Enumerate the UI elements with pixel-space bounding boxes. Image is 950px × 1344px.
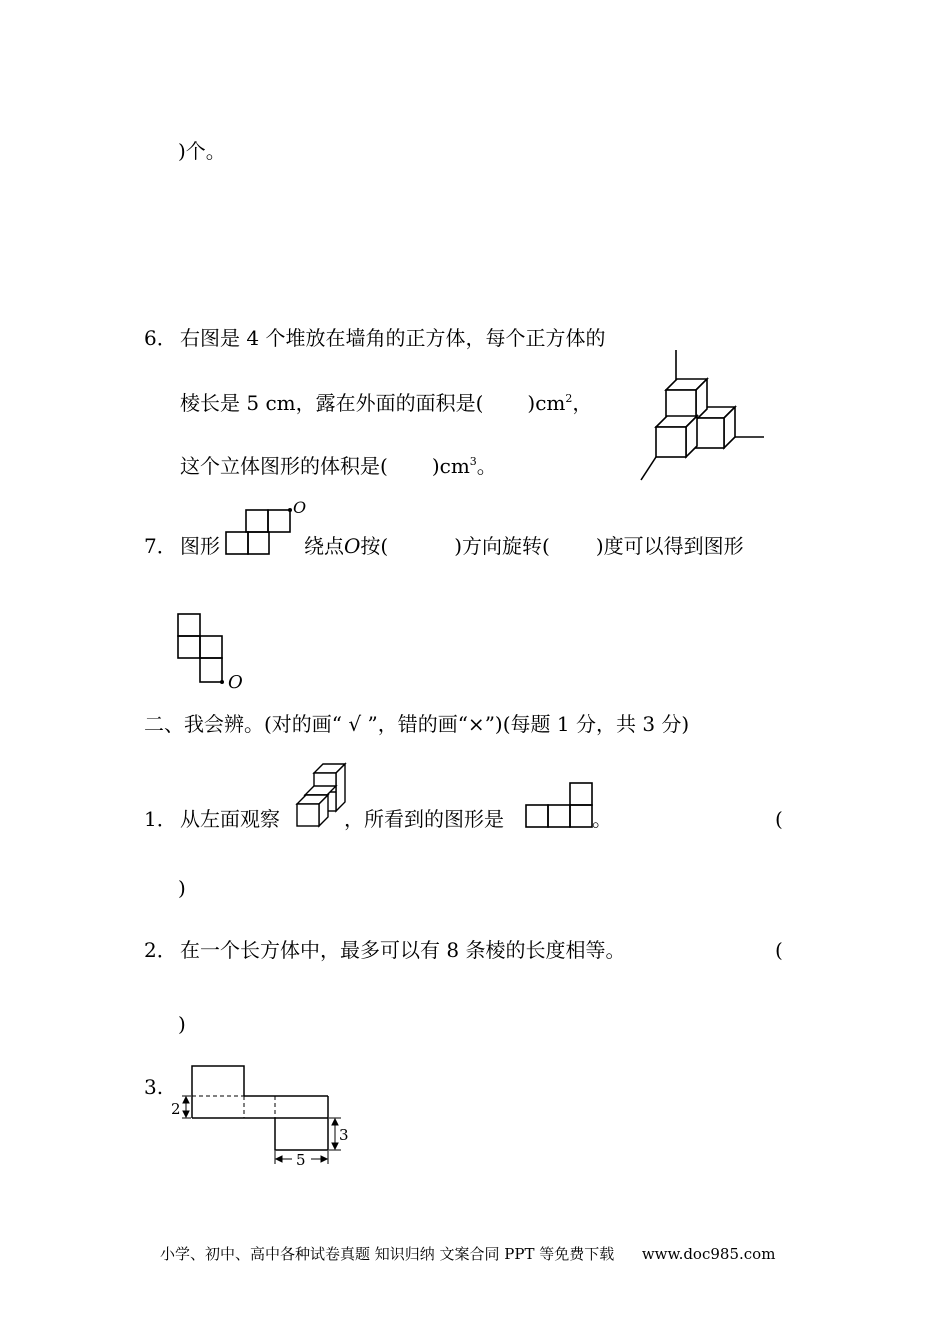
j1-text-a: 从左面观察 <box>180 807 280 831</box>
j2-number: 2． <box>144 938 177 962</box>
q6-line3-b: )cm <box>431 454 470 478</box>
section2-heading: 二、我会辨。(对的画“ √ ”，错的画“×”)(每题 1 分，共 3 分) <box>144 712 690 736</box>
q6-line2-sup: 2 <box>565 392 573 405</box>
q6-line3-a: 这个立体图形的体积是( <box>180 454 388 478</box>
j1-text-c: 。 <box>592 807 612 831</box>
q6-line3 <box>180 453 497 479</box>
q6-line2-a: 棱长是 5 cm，露在外面的面积是( <box>180 391 484 415</box>
j1-number: 1． <box>144 807 177 831</box>
q7-point-label: O <box>344 534 361 558</box>
footer <box>160 1244 775 1264</box>
j3-dim-bottom: 5 <box>296 1151 306 1169</box>
j2-paren-close: ) <box>178 1012 186 1036</box>
j3-dim-left: 2 <box>171 1100 181 1118</box>
j2-paren-open[interactable]: ( <box>775 938 783 962</box>
j3-cuboid-net-figure <box>163 1062 363 1174</box>
q6-line1: 右图是 4 个堆放在墙角的正方体，每个正方体的 <box>180 326 606 350</box>
q7-shape-after-rotation <box>172 608 252 693</box>
q7-figure1-point-label: O <box>293 498 307 517</box>
j1-paren-open[interactable]: ( <box>775 807 783 831</box>
q6-line2-c: ， <box>572 391 593 415</box>
q7-text-b-line <box>304 533 744 559</box>
q7-number: 7． <box>144 534 177 558</box>
j1-text-b: ，所看到的图形是 <box>344 807 504 831</box>
q7-text-a: 图形 <box>180 534 220 558</box>
j1-left-view-figure <box>523 780 598 830</box>
q7-text-e: )度可以得到图形 <box>595 534 744 558</box>
q7-shape-before-rotation <box>224 497 314 559</box>
footer-link[interactable]: www.doc985.com <box>641 1245 776 1263</box>
j1-paren-close: ) <box>178 876 186 900</box>
j2-text: 在一个长方体中，最多可以有 8 条棱的长度相等。 <box>180 938 626 962</box>
q6-line3-c: 。 <box>476 454 497 478</box>
q7-text-d: )方向旋转( <box>454 534 550 558</box>
q7-text-b: 绕点 <box>304 534 344 558</box>
q6-line3-sup: 3 <box>469 455 477 468</box>
footer-left: 小学、初中、高中各种试卷真题 知识归纳 文案合同 PPT 等免费下载 <box>160 1245 615 1263</box>
q6-number: 6． <box>144 326 177 350</box>
q7-text-c: 按( <box>360 534 389 558</box>
j3-dim-right: 3 <box>339 1126 349 1144</box>
q6-line2 <box>180 390 592 416</box>
j3-number: 3. <box>144 1075 164 1099</box>
q6-line2-b: )cm <box>527 391 566 415</box>
q6-cube-stack-figure <box>630 345 780 485</box>
q7-figure2-point-label: O <box>228 672 243 693</box>
continuation-text: )个。 <box>178 139 226 163</box>
